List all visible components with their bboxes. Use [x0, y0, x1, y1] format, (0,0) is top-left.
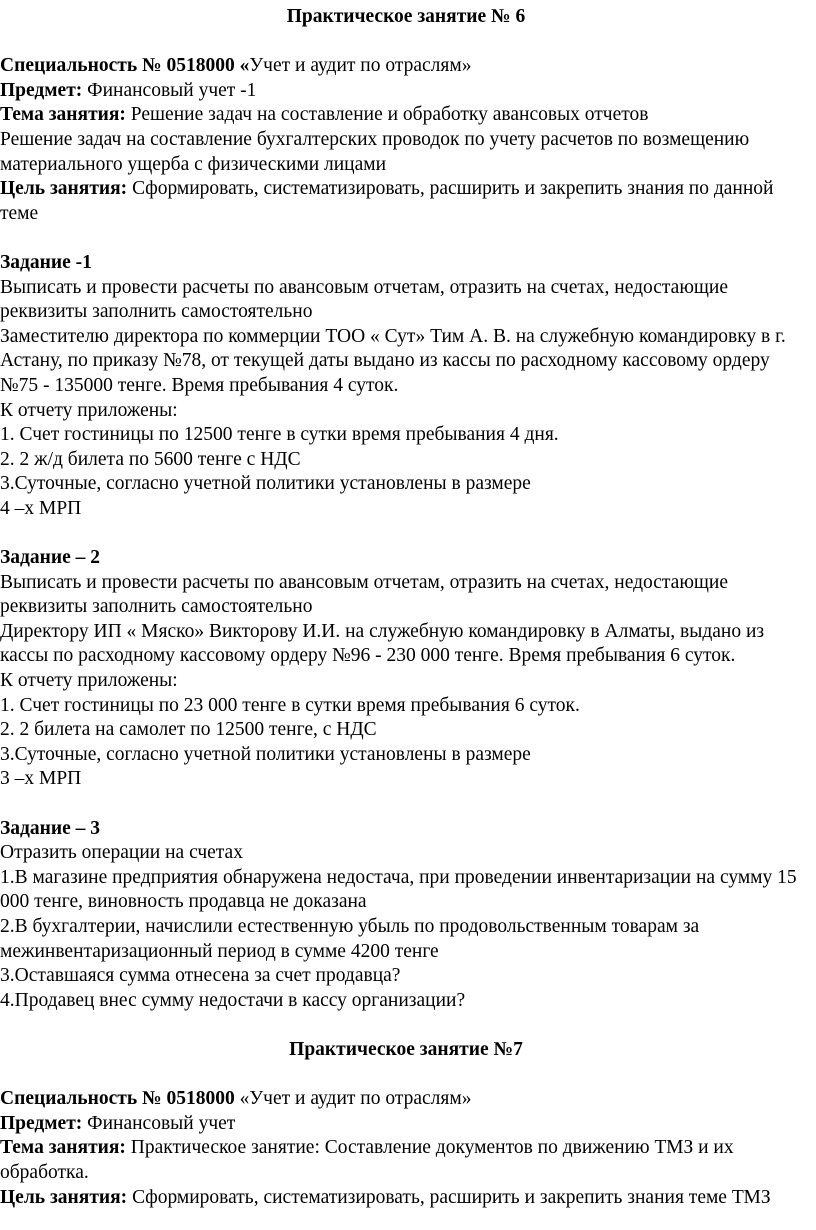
- specialty-value: «Учет и аудит по отраслям»: [234, 1088, 472, 1110]
- task-1-line: Выписать и провести расчеты по авансовым отчетам, отразить на счетах, недостающие реквизиты заполнить самостоятельно: [0, 276, 729, 323]
- subject-label: Предмет:: [0, 1112, 83, 1134]
- task-2-line: 3 –х МРП: [0, 768, 82, 790]
- practice-6-topic: [0, 103, 812, 128]
- goal-label: Цель занятия:: [0, 1186, 128, 1208]
- task-2-line: Выписать и провести расчеты по авансовым отчетам, отразить на счетах, недостающие реквизиты заполнить самостоятельно: [0, 571, 729, 618]
- task-1-heading: Задание -1: [0, 251, 92, 273]
- goal-value: Сформировать, систематизировать, расширить и закрепить знания по данной теме: [0, 178, 774, 224]
- topic-value: Практическое занятие: Составление документов по движению ТМЗ и их обработка.: [0, 1137, 734, 1183]
- task-3-line: 3.Оставшаяся сумма отнесена за счет продавца?: [0, 965, 401, 987]
- practice-6-topic-extra: Решение задач на составление бухгалтерских проводок по учету расчетов по возмещению материального ущерба с физическими лицами: [0, 128, 750, 175]
- practice-7-title: Практическое занятие №7: [289, 1038, 523, 1060]
- goal-label: Цель занятия:: [0, 178, 128, 200]
- task-2-line: К отчету приложены:: [0, 670, 178, 692]
- task-3-line: 1.В магазине предприятия обнаружена недостача, при проведении инвентаризации на сумму 15 000 тенге, виновность продавца не доказана: [0, 866, 797, 913]
- task-2-heading: Задание – 2: [0, 547, 101, 569]
- practice-7-subject: [0, 1112, 812, 1137]
- task-3-line: 2.В бухгалтерии, начислили естественную убыль по продовольственным товарам за межинвентаризационный период в сумме 4200 тенге: [0, 915, 700, 962]
- task-3-line: 4.Продавец внес сумму недостачи в кассу организации?: [0, 989, 466, 1011]
- subject-label: Предмет:: [0, 79, 83, 101]
- specialty-value: Учет и аудит по отраслям»: [249, 55, 472, 77]
- task-1-line: К отчету приложены:: [0, 399, 178, 421]
- topic-label: Тема занятия:: [0, 1137, 126, 1159]
- topic-value: Решение задач на составление и обработку авансовых отчетов: [125, 104, 649, 126]
- subject-value: Финансовый учет: [82, 1112, 236, 1134]
- practice-6-goal: [0, 177, 812, 226]
- task-1-line: 4 –х МРП: [0, 497, 82, 519]
- task-2-line: 3.Суточные, согласно учетной политики установлены в размере: [0, 743, 531, 765]
- subject-value: Финансовый учет -1: [82, 79, 257, 101]
- goal-value: Сформировать, систематизировать, расширить и закрепить знания теме ТМЗ: [127, 1186, 771, 1208]
- task-3-line: Отразить операции на счетах: [0, 842, 243, 864]
- specialty-label: Специальность № 0518000: [0, 1088, 235, 1110]
- task-1-line: 3.Суточные, согласно учетной политики установлены в размере: [0, 473, 531, 495]
- task-2-line: Директору ИП « Мяско» Викторову И.И. на служебную командировку в Алматы, выдано из кассы по расходному кассовому ордеру №96 - 230 000 тенге. Время пребывания 6 суток.: [0, 620, 765, 667]
- practice-6-subject: [0, 79, 812, 104]
- practice-7-goal: [0, 1186, 812, 1211]
- topic-label: Тема занятия:: [0, 104, 126, 126]
- task-2-line: 1. Счет гостиницы по 23 000 тенге в сутки время пребывания 6 суток.: [0, 694, 580, 716]
- specialty-label: Специальность № 0518000 «: [0, 55, 250, 77]
- practice-6-title: Практическое занятие № 6: [286, 6, 526, 27]
- practice-7-topic: [0, 1136, 812, 1185]
- task-1-line: 1. Счет гостиницы по 12500 тенге в сутки время пребывания 4 дня.: [0, 424, 559, 446]
- practice-6-specialty: [0, 54, 812, 79]
- task-1-line: Заместителю директора по коммерции ТОО « Сут» Тим А. В. на служебную командировку в г. Астану, по приказу №78, от текущей даты выдано из кассы по расходному кассовому ордеру №75 - 135000 тенге. Время пребывания 4 суток.: [0, 325, 786, 396]
- task-3-heading: Задание – 3: [0, 817, 101, 839]
- practice-7-specialty: [0, 1087, 812, 1112]
- task-1-line: 2. 2 ж/д билета по 5600 тенге с НДС: [0, 448, 301, 470]
- task-2-line: 2. 2 билета на самолет по 12500 тенге, с НДС: [0, 719, 377, 741]
